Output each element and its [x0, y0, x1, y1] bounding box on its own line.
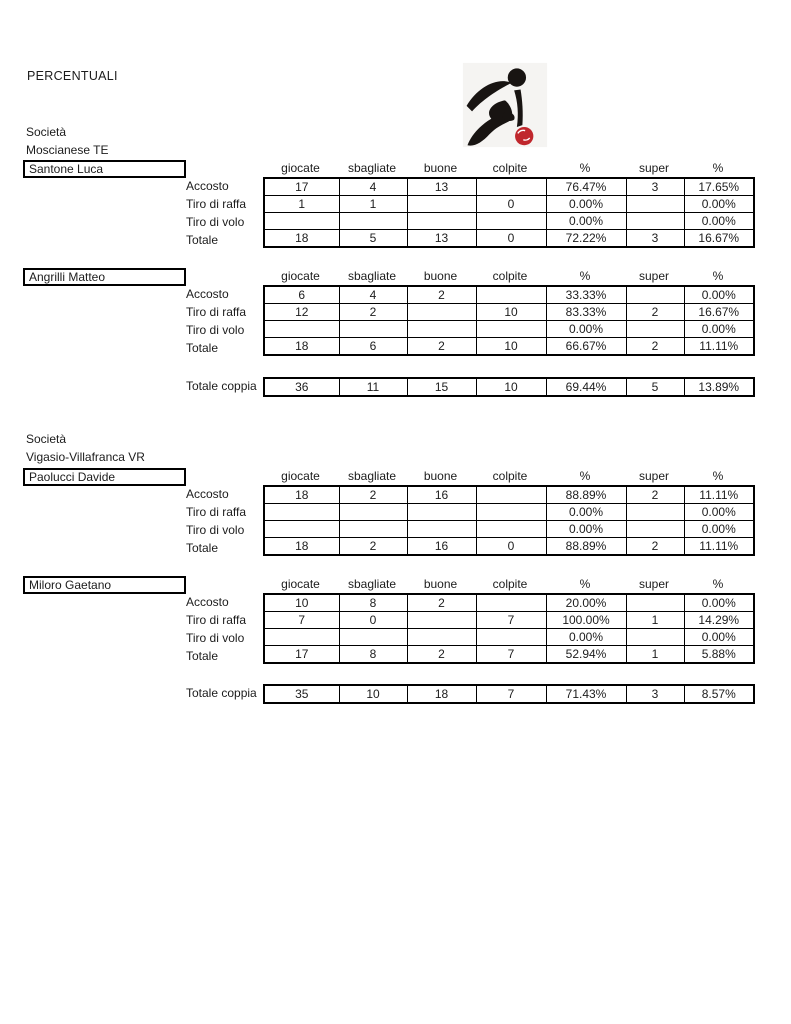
- row-label-volo: Tiro di volo: [186, 215, 245, 229]
- col-header-percent: %: [579, 161, 591, 175]
- stat-cell: 10: [476, 304, 546, 321]
- stat-cell: 3: [626, 685, 684, 703]
- stat-cell: 15: [407, 378, 476, 396]
- col-header-percent: %: [579, 269, 591, 283]
- row-label-totale: Totale: [186, 649, 219, 663]
- stat-cell: 100.00%: [546, 612, 626, 629]
- stat-cell: [264, 213, 339, 230]
- stat-cell: [626, 213, 684, 230]
- stat-cell: 33.33%: [546, 286, 626, 304]
- stat-cell: 1: [339, 196, 407, 213]
- society-header-1: [26, 123, 108, 159]
- player-name: Paolucci Davide: [29, 470, 116, 484]
- stat-cell: 2: [626, 304, 684, 321]
- table-row: [264, 629, 754, 646]
- stat-cell: 0.00%: [546, 521, 626, 538]
- stat-cell: [264, 521, 339, 538]
- stat-cell: 13.89%: [684, 378, 754, 396]
- stat-cell: [339, 321, 407, 338]
- stat-cell: [476, 213, 546, 230]
- col-header-sbagliate: sbagliate: [347, 577, 397, 591]
- col-header-colpite: colpite: [492, 469, 528, 483]
- stat-cell: 8.57%: [684, 685, 754, 703]
- row-label-totale: Totale: [186, 341, 219, 355]
- stat-cell: [626, 504, 684, 521]
- stat-cell: [407, 304, 476, 321]
- coppia-table: [263, 377, 755, 397]
- stat-cell: [407, 504, 476, 521]
- stat-cell: 16.67%: [684, 230, 754, 248]
- society-header-2: [26, 430, 145, 466]
- stat-cell: 0.00%: [684, 213, 754, 230]
- stat-cell: 0: [476, 538, 546, 556]
- stat-cell: 3: [626, 178, 684, 196]
- stat-cell: 88.89%: [546, 538, 626, 556]
- stat-cell: 5: [626, 378, 684, 396]
- stat-cell: 2: [626, 486, 684, 504]
- stat-cell: 71.43%: [546, 685, 626, 703]
- society-name: Vigasio-Villafranca VR: [26, 450, 145, 464]
- stat-cell: 5: [339, 230, 407, 248]
- stat-cell: 18: [264, 486, 339, 504]
- bocce-player-logo-svg: [459, 62, 551, 148]
- stat-cell: 16: [407, 538, 476, 556]
- coppia-block-2: [23, 684, 755, 704]
- col-header-super: super: [638, 469, 670, 483]
- stat-cell: 11: [339, 378, 407, 396]
- stat-cell: 83.33%: [546, 304, 626, 321]
- stat-cell: 0.00%: [546, 629, 626, 646]
- page-title: PERCENTUALI: [27, 69, 118, 83]
- player-name: Santone Luca: [29, 162, 104, 176]
- row-label-accosto: Accosto: [186, 595, 229, 609]
- stat-cell: 72.22%: [546, 230, 626, 248]
- stat-cell: 0.00%: [684, 504, 754, 521]
- stat-cell: 2: [339, 486, 407, 504]
- stat-cell: [626, 629, 684, 646]
- stat-cell: 10: [264, 594, 339, 612]
- stat-cell: [476, 286, 546, 304]
- col-header-percent-super: %: [712, 269, 724, 283]
- stat-cell: 0.00%: [684, 629, 754, 646]
- row-label-accosto: Accosto: [186, 287, 229, 301]
- stat-cell: [476, 504, 546, 521]
- col-header-colpite: colpite: [492, 161, 528, 175]
- stat-cell: 18: [407, 685, 476, 703]
- table-row: [264, 646, 754, 664]
- stat-cell: 8: [339, 594, 407, 612]
- stat-cell: 13: [407, 230, 476, 248]
- player-block-paolucci: [23, 468, 755, 561]
- stat-cell: 0.00%: [684, 321, 754, 338]
- stat-cell: 76.47%: [546, 178, 626, 196]
- stat-cell: [407, 612, 476, 629]
- col-header-super: super: [638, 269, 670, 283]
- row-labels: [186, 285, 262, 357]
- table-row: [264, 538, 754, 556]
- stat-cell: 10: [476, 378, 546, 396]
- column-headers: [263, 268, 753, 285]
- stat-cell: 2: [626, 538, 684, 556]
- stat-cell: [407, 196, 476, 213]
- col-header-sbagliate: sbagliate: [347, 269, 397, 283]
- col-header-buone: buone: [423, 269, 458, 283]
- stat-cell: 0.00%: [546, 321, 626, 338]
- stat-cell: 1: [626, 612, 684, 629]
- stat-cell: 6: [264, 286, 339, 304]
- table-row: [264, 612, 754, 629]
- col-header-giocate: giocate: [281, 269, 320, 283]
- stat-cell: 10: [476, 338, 546, 356]
- table-row: [264, 286, 754, 304]
- row-label-raffa: Tiro di raffa: [186, 305, 247, 319]
- row-label-volo: Tiro di volo: [186, 631, 245, 645]
- stat-cell: 2: [407, 594, 476, 612]
- player-block-angrilli: [23, 268, 755, 361]
- player-block-miloro: [23, 576, 755, 669]
- stat-cell: 0: [476, 196, 546, 213]
- bocce-player-logo: [459, 62, 551, 148]
- row-label-totale-coppia: Totale coppia: [186, 686, 257, 700]
- col-header-buone: buone: [423, 577, 458, 591]
- stat-cell: 5.88%: [684, 646, 754, 664]
- row-labels: [186, 177, 262, 249]
- col-header-colpite: colpite: [492, 269, 528, 283]
- row-label-totale: Totale: [186, 233, 219, 247]
- table-row: [264, 230, 754, 248]
- stat-cell: 10: [339, 685, 407, 703]
- row-label-raffa: Tiro di raffa: [186, 613, 247, 627]
- column-headers: [263, 576, 753, 593]
- stat-cell: 2: [626, 338, 684, 356]
- col-header-percent-super: %: [712, 577, 724, 591]
- stat-cell: 2: [407, 286, 476, 304]
- stat-cell: 18: [264, 338, 339, 356]
- stat-cell: [626, 286, 684, 304]
- stat-cell: 0: [339, 612, 407, 629]
- col-header-percent-super: %: [712, 161, 724, 175]
- table-row: [264, 594, 754, 612]
- stat-cell: 1: [626, 646, 684, 664]
- society-label: Società: [26, 125, 67, 139]
- stat-cell: 7: [476, 646, 546, 664]
- col-header-buone: buone: [423, 469, 458, 483]
- stat-cell: 0.00%: [684, 521, 754, 538]
- row-label-totale: Totale: [186, 541, 219, 555]
- stat-cell: 0.00%: [546, 504, 626, 521]
- stat-cell: [626, 521, 684, 538]
- stat-cell: [626, 196, 684, 213]
- table-row: [264, 486, 754, 504]
- stat-cell: 18: [264, 230, 339, 248]
- player-name: Miloro Gaetano: [29, 578, 112, 592]
- table-row: [264, 213, 754, 230]
- col-header-percent-super: %: [712, 469, 724, 483]
- row-label-volo: Tiro di volo: [186, 323, 245, 337]
- player-name-box: [23, 468, 186, 486]
- table-row: [264, 378, 754, 396]
- stat-cell: [476, 594, 546, 612]
- stat-cell: 2: [339, 304, 407, 321]
- stat-cell: 13: [407, 178, 476, 196]
- stat-cell: 16: [407, 486, 476, 504]
- row-labels: [186, 485, 262, 557]
- stat-cell: 4: [339, 178, 407, 196]
- table-row: [264, 178, 754, 196]
- stat-cell: [476, 321, 546, 338]
- stat-cell: 35: [264, 685, 339, 703]
- stat-cell: 8: [339, 646, 407, 664]
- stat-cell: 16.67%: [684, 304, 754, 321]
- stat-cell: 6: [339, 338, 407, 356]
- row-label-accosto: Accosto: [186, 179, 229, 193]
- stat-cell: [339, 504, 407, 521]
- col-header-giocate: giocate: [281, 161, 320, 175]
- stat-cell: 11.11%: [684, 338, 754, 356]
- stat-cell: [339, 521, 407, 538]
- stat-cell: 7: [476, 685, 546, 703]
- stat-cell: [264, 504, 339, 521]
- player-name-box: [23, 160, 186, 178]
- logo-head: [508, 68, 526, 86]
- stat-cell: [476, 521, 546, 538]
- col-header-super: super: [638, 161, 670, 175]
- stat-cell: 17: [264, 178, 339, 196]
- stat-cell: [264, 629, 339, 646]
- stat-cell: 2: [407, 646, 476, 664]
- stat-cell: 14.29%: [684, 612, 754, 629]
- stat-cell: 1: [264, 196, 339, 213]
- col-header-sbagliate: sbagliate: [347, 161, 397, 175]
- row-label-raffa: Tiro di raffa: [186, 197, 247, 211]
- stat-cell: 11.11%: [684, 486, 754, 504]
- col-header-percent: %: [579, 577, 591, 591]
- stats-table: [263, 593, 755, 664]
- row-label-volo: Tiro di volo: [186, 523, 245, 537]
- coppia-table: [263, 684, 755, 704]
- stat-cell: 4: [339, 286, 407, 304]
- stat-cell: [339, 629, 407, 646]
- stat-cell: 7: [264, 612, 339, 629]
- stats-table: [263, 285, 755, 356]
- table-row: [264, 338, 754, 356]
- stat-cell: 0.00%: [684, 286, 754, 304]
- row-labels: [186, 593, 262, 665]
- col-header-percent: %: [579, 469, 591, 483]
- table-row: [264, 504, 754, 521]
- stat-cell: 52.94%: [546, 646, 626, 664]
- stat-cell: 0.00%: [684, 196, 754, 213]
- coppia-block-1: [23, 377, 755, 397]
- table-row: [264, 685, 754, 703]
- col-header-super: super: [638, 577, 670, 591]
- stat-cell: 69.44%: [546, 378, 626, 396]
- col-header-buone: buone: [423, 161, 458, 175]
- stat-cell: 20.00%: [546, 594, 626, 612]
- society-label: Società: [26, 432, 67, 446]
- table-row: [264, 196, 754, 213]
- stat-cell: [407, 521, 476, 538]
- stat-cell: 0.00%: [684, 594, 754, 612]
- stats-table: [263, 485, 755, 556]
- stat-cell: 12: [264, 304, 339, 321]
- stat-cell: 2: [407, 338, 476, 356]
- row-label-accosto: Accosto: [186, 487, 229, 501]
- stat-cell: [476, 178, 546, 196]
- stat-cell: 2: [339, 538, 407, 556]
- player-block-santone: [23, 160, 755, 253]
- stat-cell: 0.00%: [546, 213, 626, 230]
- stat-cell: [476, 629, 546, 646]
- column-headers: [263, 160, 753, 177]
- stat-cell: [264, 321, 339, 338]
- stat-cell: [626, 594, 684, 612]
- col-header-sbagliate: sbagliate: [347, 469, 397, 483]
- row-label-totale-coppia: Totale coppia: [186, 379, 257, 393]
- table-row: [264, 304, 754, 321]
- column-headers: [263, 468, 753, 485]
- stat-cell: 3: [626, 230, 684, 248]
- stat-cell: 18: [264, 538, 339, 556]
- table-row: [264, 321, 754, 338]
- col-header-giocate: giocate: [281, 469, 320, 483]
- stat-cell: 66.67%: [546, 338, 626, 356]
- society-name: Moscianese TE: [26, 143, 109, 157]
- stat-cell: 36: [264, 378, 339, 396]
- player-name-box: [23, 268, 186, 286]
- stats-table: [263, 177, 755, 248]
- stat-cell: [626, 321, 684, 338]
- stat-cell: 0: [476, 230, 546, 248]
- stat-cell: [407, 629, 476, 646]
- player-name: Angrilli Matteo: [29, 270, 106, 284]
- row-label-raffa: Tiro di raffa: [186, 505, 247, 519]
- stat-cell: 17.65%: [684, 178, 754, 196]
- stat-cell: [339, 213, 407, 230]
- player-name-box: [23, 576, 186, 594]
- stat-cell: 11.11%: [684, 538, 754, 556]
- stat-cell: 7: [476, 612, 546, 629]
- stat-cell: [407, 321, 476, 338]
- stat-cell: [476, 486, 546, 504]
- stat-cell: 88.89%: [546, 486, 626, 504]
- stat-cell: [407, 213, 476, 230]
- col-header-colpite: colpite: [492, 577, 528, 591]
- stat-cell: 0.00%: [546, 196, 626, 213]
- col-header-giocate: giocate: [281, 577, 320, 591]
- table-row: [264, 521, 754, 538]
- stat-cell: 17: [264, 646, 339, 664]
